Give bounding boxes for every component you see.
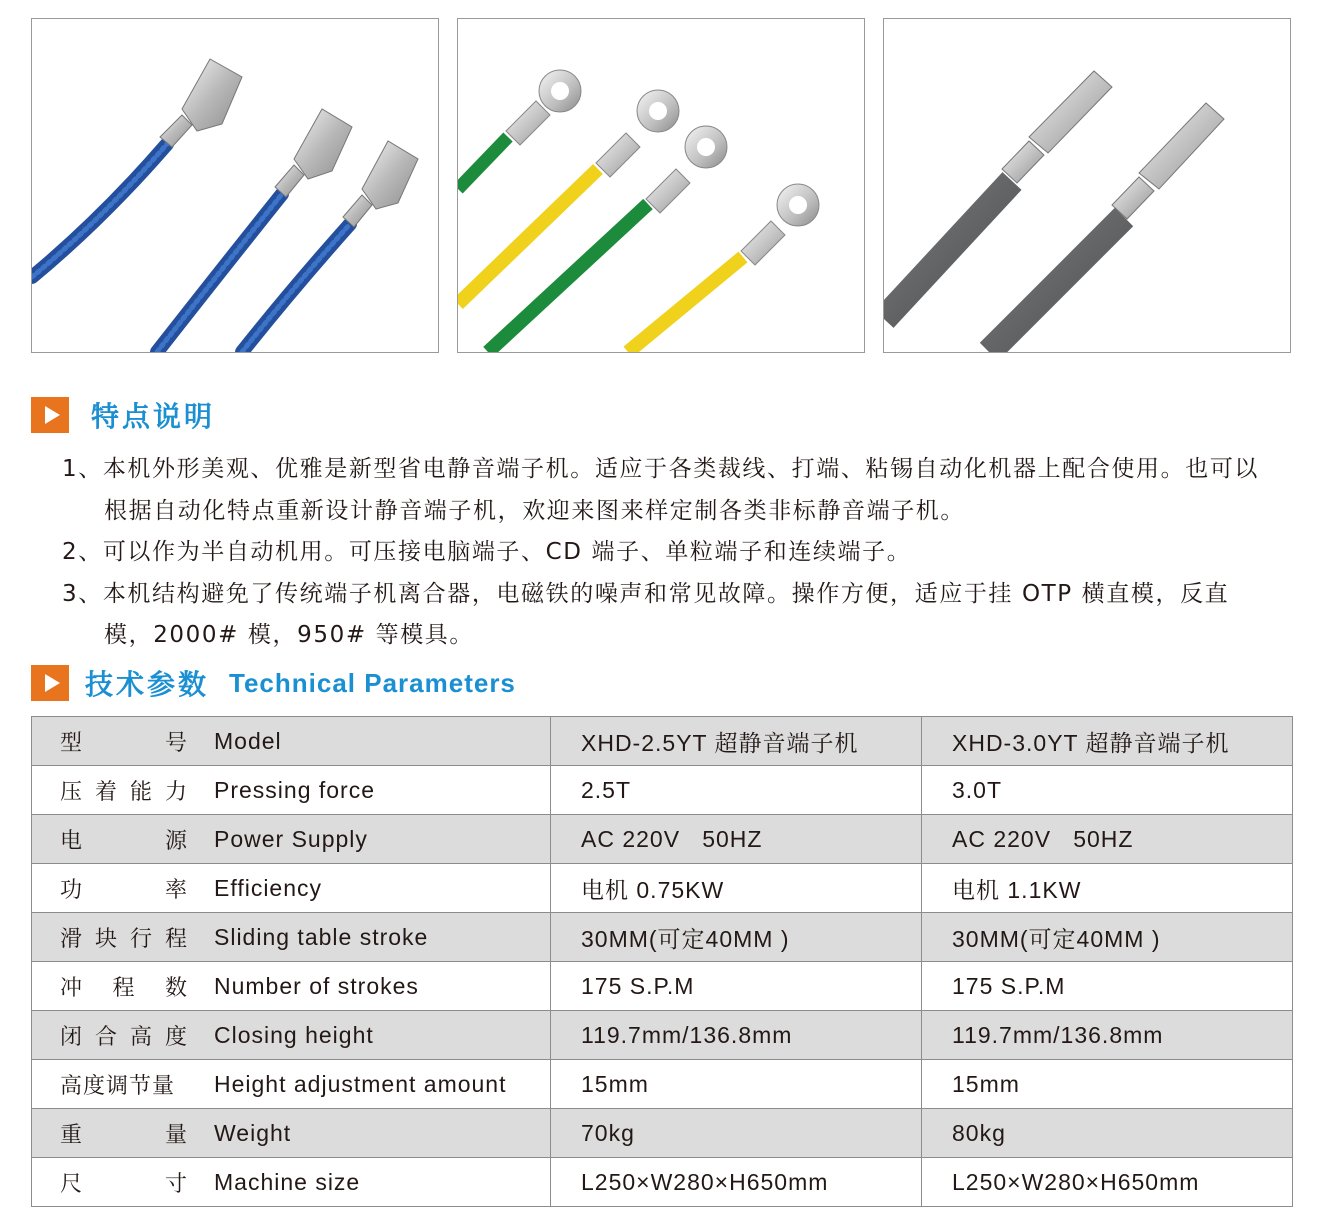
value-model-1: 30MM(可定40MM ) [551, 913, 922, 962]
value-model-1: AC 220V 50HZ [551, 815, 922, 864]
param-zh: 高度调节量 [60, 1073, 176, 1099]
value-model-2: 80kg [922, 1109, 1293, 1158]
table-row [32, 717, 1293, 766]
features-list [62, 449, 1277, 657]
value-model-1: 电机 0.75KW [551, 864, 922, 913]
value-model-1: 15mm [551, 1060, 922, 1109]
param-en: Pressing force [214, 776, 376, 803]
play-arrow-icon [31, 397, 69, 433]
param-zh: 滑块行程 [60, 926, 188, 952]
value-model-2: 175 S.P.M [922, 962, 1293, 1011]
value-model-1: 2.5T [551, 766, 922, 815]
param-zh: 重量 [60, 1122, 188, 1148]
specs-heading [31, 663, 516, 703]
value-model-2: AC 220V 50HZ [922, 815, 1293, 864]
ring-terminal-wires-image [458, 19, 864, 352]
features-title: 特点说明 [91, 400, 216, 433]
table-row [32, 1109, 1293, 1158]
param-en: Closing height [214, 1021, 374, 1048]
specs-title-en: Technical Parameters [229, 667, 516, 698]
table-row [32, 962, 1293, 1011]
value-model-1: L250×W280×H650mm [551, 1158, 922, 1207]
table-row [32, 864, 1293, 913]
param-en: Height adjustment amount [214, 1070, 507, 1097]
value-model-2: 15mm [922, 1060, 1293, 1109]
value-model-1: 70kg [551, 1109, 922, 1158]
value-model-1: 175 S.P.M [551, 962, 922, 1011]
value-model-1: 119.7mm/136.8mm [551, 1011, 922, 1060]
spec-table [31, 716, 1293, 1207]
table-row [32, 913, 1293, 962]
value-model-2: 30MM(可定40MM ) [922, 913, 1293, 962]
param-zh: 压着能力 [60, 779, 188, 805]
param-en: Number of strokes [214, 972, 419, 999]
param-en: Weight [214, 1119, 292, 1146]
table-row [32, 1011, 1293, 1060]
param-zh: 功率 [60, 877, 188, 903]
value-model-1: XHD-2.5YT 超静音端子机 [551, 717, 922, 766]
table-row [32, 1060, 1293, 1109]
value-model-2: 119.7mm/136.8mm [922, 1011, 1293, 1060]
table-row [32, 815, 1293, 864]
param-zh: 电源 [60, 828, 188, 854]
param-en: Machine size [214, 1168, 361, 1195]
value-model-2: 3.0T [922, 766, 1293, 815]
param-zh: 闭合高度 [60, 1024, 188, 1050]
table-row [32, 1158, 1293, 1207]
gray-terminal-wires-image [884, 19, 1290, 352]
photo-blue-flag-terminals [31, 18, 439, 353]
photo-ring-terminals [457, 18, 865, 353]
param-en: Sliding table stroke [214, 923, 429, 950]
photo-gray-pin-terminals [883, 18, 1291, 353]
feature-item-1: 1、本机外形美观、优雅是新型省电静音端子机。适应于各类裁线、打端、粘锡自动化机器上配合使用。也可以根据自动化特点重新设计静音端子机，欢迎来图来样定制各类非标静音端子机。 [62, 456, 1260, 524]
play-arrow-icon [31, 665, 69, 701]
specs-title: 技术参数 [85, 668, 210, 701]
param-en: Model [214, 727, 282, 754]
product-photos [31, 18, 1292, 353]
features-heading [31, 395, 215, 435]
value-model-2: 电机 1.1KW [922, 864, 1293, 913]
param-en: Power Supply [214, 825, 368, 852]
feature-item-3: 3、本机结构避免了传统端子机离合器，电磁铁的噪声和常见故障。操作方便，适应于挂 OTP 横直模，反直模，2000# 模，950# 等模具。 [62, 580, 1230, 648]
param-zh: 冲程数 [60, 975, 188, 1001]
blue-terminal-wires-image [32, 19, 438, 352]
feature-item-2: 2、可以作为半自动机用。可压接电脑端子、CD 端子、单粒端子和连续端子。 [62, 539, 912, 565]
table-row [32, 766, 1293, 815]
param-zh: 型号 [60, 730, 188, 756]
value-model-2: L250×W280×H650mm [922, 1158, 1293, 1207]
param-en: Efficiency [214, 874, 323, 901]
value-model-2: XHD-3.0YT 超静音端子机 [922, 717, 1293, 766]
param-zh: 尺寸 [60, 1171, 188, 1197]
